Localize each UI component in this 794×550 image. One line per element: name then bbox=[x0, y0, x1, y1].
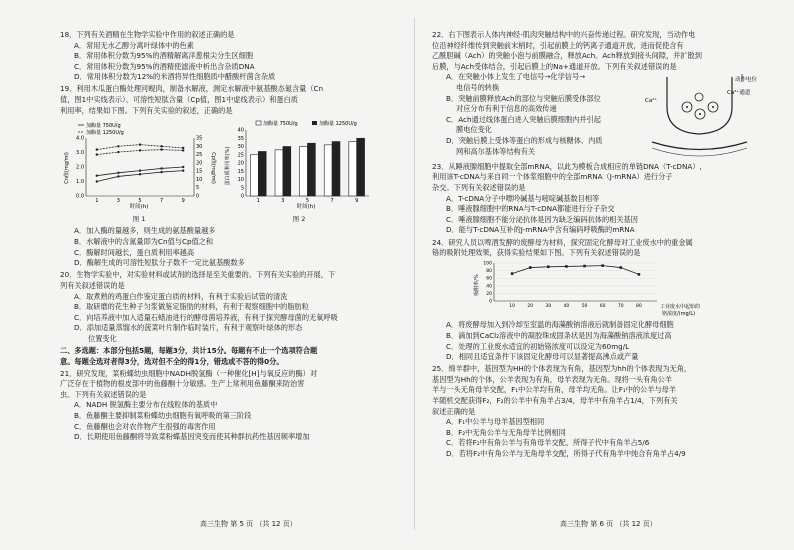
option: D．相同且适宜条件下该固定化酵母可以显著提高沸点或产量 bbox=[446, 352, 639, 362]
option: B．突触前膜释放Ach的部位与突触后膜受体部位 bbox=[446, 93, 601, 103]
data-point bbox=[117, 151, 119, 153]
section-title: 二、多选题：本部分包括5题，每题3分，共计15分。每题有不止一个选项符合题 bbox=[60, 345, 318, 355]
question-stem: 后膜，与Ach受体结合，引起后膜上的Na+通道开放。下列有关叙述错误的是 bbox=[432, 61, 677, 71]
synapse-diagram bbox=[637, 72, 762, 160]
y2-tick-label: 5 bbox=[196, 185, 200, 192]
option: C．唾液腺细胞不能分泌抗体是因为缺乏编码抗体的相关基因 bbox=[446, 214, 638, 224]
question-25 bbox=[432, 364, 764, 459]
question-stem: 杂交。下列有关叙述错误的是 bbox=[432, 183, 526, 193]
question-stem: 羊随机交配获得F₂，F₂的公羊中有角羊占3/4，母羊中有角羊占1/4，下列有关 bbox=[432, 395, 678, 405]
option: D．若将F₂中有角公羊与无角母羊交配，所得子代有角羊中纯合有角羊占4/9 bbox=[446, 448, 686, 458]
y-tick-label: 2.0 bbox=[76, 164, 84, 171]
x-axis-label: 时间(h) bbox=[129, 204, 149, 211]
diagram-label: Ca²⁺通道 bbox=[727, 90, 751, 97]
y-tick-label: 15 bbox=[237, 169, 244, 175]
option: B．滴加到CaCl₂溶液中的凝胶珠成固条状是因为海藻酸钠溶液浓度过高 bbox=[446, 330, 672, 340]
legend-label: 加酶量 1250U/g bbox=[86, 130, 124, 137]
question-stem: 22．右下图表示人体内神经-肌肉突触结构中的兴奋传递过程。研究发现，当动作电 bbox=[432, 30, 696, 39]
y-axis-label: Cn值(mg/ml) bbox=[64, 152, 70, 185]
data-point bbox=[117, 172, 119, 174]
question-stem: 虫。下列有关叙述错误的是 bbox=[60, 389, 147, 399]
y-tick-label: 25 bbox=[237, 152, 244, 159]
question-23 bbox=[432, 162, 764, 236]
bar bbox=[250, 155, 258, 196]
y-tick-label: 0.0 bbox=[76, 193, 84, 200]
option: D．突触后膜上受体等蛋白的形成与核糖体、内质 bbox=[446, 135, 603, 145]
question-stem: 19．利用木瓜蛋白酶处理河蚬肉，制备水解液，测定水解液中氨基酸态氮含量（Cn bbox=[60, 84, 324, 94]
bar bbox=[357, 139, 365, 197]
y-tick-label: 60 bbox=[486, 276, 492, 282]
data-point bbox=[139, 149, 141, 151]
option: B．水解液中的含氮量即为Cn值与Cp值之和 bbox=[74, 237, 214, 247]
data-point bbox=[511, 272, 514, 275]
question-stem: 铬的吸附处理效果，获得实验结果如下图。下列有关叙述错误的是 bbox=[432, 248, 641, 258]
question-stem: 羊与一头无角母羊交配，F₁中公羊均有角，母羊均无角。让F₁中的公羊与母羊 bbox=[432, 385, 677, 395]
postsynaptic-membrane bbox=[652, 142, 747, 150]
x-tick-label: 3 bbox=[116, 198, 120, 205]
page-divider bbox=[414, 18, 415, 530]
question-stem: 值，图1中实线表示）、可溶性短肽含量（Cp值，图1中虚线表示）和蛋白质 bbox=[60, 95, 298, 105]
x-tick-label: 20 bbox=[527, 303, 534, 309]
data-point bbox=[139, 170, 141, 172]
bar bbox=[258, 152, 266, 197]
x-tick-label: 60 bbox=[599, 303, 606, 309]
data-point bbox=[160, 168, 162, 170]
option-continuation: 对应分布有利于信息的高效传递 bbox=[456, 104, 557, 114]
figure-1 bbox=[64, 118, 214, 224]
page-footer: 高三生物 第 5 页 （共 12 页） bbox=[200, 520, 297, 528]
bar bbox=[283, 147, 291, 197]
question-stem: 24．研究人员以啤酒发酵的废酵母为材料，探究固定化酵母对工业废水中的重金属 bbox=[432, 237, 693, 247]
option: B．常用体积分数为95%的酒精解离洋葱根尖分生区细胞 bbox=[74, 51, 254, 61]
option: C．处理的工业废水适宜的初始铬浓度可以设定为60mg/L bbox=[446, 341, 630, 351]
option: B．唾液腺细胞中的RNA与T-cDNA都能进行分子杂交 bbox=[446, 204, 615, 214]
bar bbox=[300, 147, 308, 197]
x-tick-label: 1 bbox=[95, 198, 99, 205]
left-page bbox=[60, 30, 400, 444]
option: C．鱼藤酮也会对农作物产生很强的毒害作用 bbox=[74, 421, 216, 431]
y-tick-label: 40 bbox=[237, 127, 244, 134]
y2-tick-label: 30 bbox=[196, 144, 203, 151]
option-continuation: 膜电位变化 bbox=[456, 125, 492, 135]
vesicle-dot bbox=[686, 106, 688, 108]
x-tick-label: 3 bbox=[281, 198, 285, 205]
x-tick-label: 70 bbox=[617, 303, 624, 309]
data-point bbox=[182, 166, 184, 168]
y-tick-label: 40 bbox=[486, 284, 492, 290]
question-24 bbox=[432, 238, 764, 363]
bar bbox=[349, 142, 357, 196]
question-stem: 广泛存在于植物的根皮部中的鱼藤酮十分敏感。生产上常利用鱼藤酮来防治害 bbox=[60, 379, 305, 389]
option: D．酶解生成的可溶性短肽分子数不一定比氨基酸数多 bbox=[74, 258, 245, 268]
option-continuation: 位置变化 bbox=[88, 333, 117, 343]
right-page bbox=[432, 30, 764, 461]
vesicle bbox=[695, 93, 703, 101]
legend-swatch bbox=[312, 121, 317, 125]
x-tick-label: 50 bbox=[581, 303, 588, 309]
data-point bbox=[182, 147, 184, 149]
option: A．T-cDNA分子中嘌呤碱基与嘧啶碱基数目相等 bbox=[446, 193, 600, 203]
legend-label: 加酶量 750U/g bbox=[263, 121, 298, 128]
y-tick-label: 20 bbox=[237, 160, 244, 167]
x-tick-label: 1 bbox=[256, 198, 260, 205]
data-point bbox=[96, 175, 98, 177]
data-point bbox=[638, 273, 641, 276]
bar bbox=[332, 142, 340, 196]
y-tick-label: 1.0 bbox=[76, 179, 84, 186]
data-point bbox=[139, 144, 141, 146]
option: D．添加适量蒸馏水的菠菜叶片制作临时装片，有利于观察叶绿体的形态 bbox=[74, 323, 303, 333]
y2-tick-label: 15 bbox=[196, 168, 203, 175]
option: C．向培养液中加入适量石蜡油进行的酵母菌培养液，有利于探究酵母菌的无氧呼吸 bbox=[74, 312, 338, 322]
question-18 bbox=[60, 30, 400, 83]
y-tick-label: 3.0 bbox=[76, 150, 84, 157]
question-stem: 21．研究发现，菜粉蝶幼虫细胞中NADH脱氢酶（一种催化[H]与氧反应的酶）对 bbox=[60, 368, 318, 378]
question-stem: 23．从睡液腺细胞中提取全部mRNA，以此为模板合成相应的单链DNA（T-cDNA）, bbox=[432, 161, 702, 171]
data-point bbox=[160, 145, 162, 147]
y-tick-label: 0 bbox=[489, 299, 492, 305]
bar bbox=[308, 143, 316, 196]
option: C．若将F₂中有角公羊与有角母羊交配，所得子代中有角羊占5/6 bbox=[446, 438, 650, 448]
question-20 bbox=[60, 270, 400, 344]
question-19 bbox=[60, 84, 400, 268]
bar bbox=[275, 150, 283, 196]
diagram-label: Ca²⁺ bbox=[645, 98, 658, 105]
legend-swatch bbox=[256, 121, 261, 125]
data-point bbox=[601, 264, 604, 267]
y2-tick-label: 0 bbox=[196, 193, 200, 200]
y2-tick-label: 10 bbox=[196, 177, 203, 184]
y-axis-label: 吸附率/% bbox=[474, 274, 480, 296]
question-stem: 20．生物学实验中，对实验材料或试剂的选择是至关重要的。下列有关实验的开展，下 bbox=[60, 270, 336, 280]
vesicle-dot bbox=[712, 106, 714, 108]
figure-2-chart bbox=[224, 118, 374, 210]
data-point bbox=[117, 175, 119, 177]
y-axis-label: 蛋白质利用率(%) bbox=[225, 146, 231, 186]
data-point bbox=[529, 266, 532, 269]
y-tick-label: 30 bbox=[237, 144, 244, 151]
legend-label: 加酶量 750U/g bbox=[86, 123, 121, 130]
y-tick-label: 100 bbox=[483, 261, 492, 267]
section-heading bbox=[60, 346, 400, 367]
question-stem: 位沿神经纤维传到突触前末梢时，引起前膜上的钙离子通道开放，进而促使含有 bbox=[432, 40, 684, 50]
data-point bbox=[139, 173, 141, 175]
option: D．能与T-cDNA互补的J-mRNA中含有编码呼吸酶的mRNA bbox=[446, 225, 635, 235]
data-point bbox=[160, 149, 162, 151]
figure-caption: 图 2 bbox=[292, 214, 306, 223]
question-stem: 利用该T-cDNA与来自同一个体浆细胞中的全部mRNA（J-mRNA）进行分子 bbox=[432, 172, 673, 182]
y2-tick-label: 20 bbox=[196, 160, 203, 167]
q22-options bbox=[432, 72, 637, 160]
question-stem: 叙述正确的是 bbox=[432, 406, 476, 416]
option: B．F₂中无角公羊与无角母羊比例相同 bbox=[446, 427, 566, 437]
question-stem: 利用率，结果如下图。下列有关实验的叙述，正确的是 bbox=[60, 105, 233, 115]
option: A．F₁中公羊与母羊基因型相同 bbox=[446, 417, 545, 427]
question-21 bbox=[60, 369, 400, 443]
x-tick-label: 30 bbox=[545, 303, 552, 309]
data-point bbox=[583, 264, 586, 267]
option-continuation: 网和高尔基体等结构有关 bbox=[456, 146, 536, 156]
option: D．常用体积分数为12%的米酒将异性细胞质中醋酸杆菌含杂质 bbox=[74, 72, 276, 82]
figure-row bbox=[64, 118, 400, 224]
y-tick-label: 80 bbox=[486, 268, 492, 274]
y2-axis-label: Cp值(mg/ml) bbox=[210, 152, 216, 185]
data-point bbox=[96, 154, 98, 156]
question-stem: 乙酰胆碱（Ach）的突触小泡与前膜融合，释放Ach。Ach释放到接头间隙，并扩散到 bbox=[432, 51, 702, 61]
x-tick-label: 10 bbox=[509, 303, 515, 309]
data-point bbox=[96, 181, 98, 183]
question-stem: 基因型为Hh的个体，公羊表现为有角，母羊表现为无角。现将一头有角公羊 bbox=[432, 374, 672, 384]
question-stem: 列有关叙述错误的是 bbox=[60, 280, 125, 290]
x-tick-label: 9 bbox=[181, 198, 185, 205]
bar bbox=[324, 145, 332, 196]
option-continuation: 电信号的转换 bbox=[456, 82, 500, 92]
option: A．取煮熟的鸡蛋白作鉴定蛋白质的材料，有利于实验后试管的清洗 bbox=[74, 291, 288, 301]
option: B．鱼藤酮主要抑制菜粉蝶幼虫细胞有氧呼吸的第三阶段 bbox=[74, 411, 252, 421]
q22-body bbox=[432, 72, 764, 160]
page-footer: 高三生物 第 6 页 （共 12 页） bbox=[560, 520, 657, 528]
data-point bbox=[619, 266, 622, 269]
option: C．Ach通过线体蛋白进入突触后膜细胞内并引起 bbox=[446, 114, 601, 124]
data-point bbox=[182, 149, 184, 151]
option: A．将废酵母加入到冷却至室温的海藻酸钠溶液后就制备固定化酵母细胞 bbox=[446, 320, 674, 330]
adsorption-chart bbox=[472, 259, 712, 317]
data-point bbox=[182, 170, 184, 172]
presynaptic-terminal bbox=[667, 77, 732, 134]
y2-tick-label: 35 bbox=[196, 135, 203, 142]
x-axis-label: 工业废水中起始的 bbox=[660, 303, 701, 310]
data-point bbox=[547, 265, 550, 268]
legend-label: 加酶量 1250U/g bbox=[319, 121, 357, 128]
y2-tick-label: 25 bbox=[196, 152, 203, 159]
x-tick-label: 9 bbox=[355, 198, 359, 205]
x-axis-label: 时间(h) bbox=[296, 204, 316, 211]
x-tick-label: 7 bbox=[330, 198, 334, 205]
diagram-label: 动作电位 bbox=[735, 77, 758, 84]
x-tick-label: 5 bbox=[305, 198, 310, 205]
y-tick-label: 0 bbox=[240, 193, 244, 200]
data-point bbox=[160, 171, 162, 173]
figure-2 bbox=[224, 118, 374, 224]
data-point bbox=[565, 265, 568, 268]
series-line bbox=[97, 171, 183, 182]
data-point bbox=[96, 149, 98, 151]
vesicle-dot bbox=[699, 113, 701, 115]
option: D．长期使用鱼藤酮将导致菜粉蝶基因突变而使其种群抗药性基因频率增加 bbox=[74, 432, 310, 442]
x-tick-label: 80 bbox=[636, 303, 642, 309]
y-tick-label: 20 bbox=[486, 291, 492, 297]
figure-caption: 图 1 bbox=[132, 214, 146, 223]
option: B．取研磨的花生种子匀浆做鉴定脂肪的材料，有利于观察细胞中的脂肪粒 bbox=[74, 302, 309, 312]
data-point bbox=[117, 145, 119, 147]
x-tick-label: 7 bbox=[160, 198, 164, 205]
question-stem: 18．下列有关酒精在生物学实验中作用的叙述正确的是 bbox=[60, 30, 235, 39]
x-tick-label: 40 bbox=[563, 303, 570, 309]
option: C．常用体积分数为95%的酒精使滤液中析出含杂质DNA bbox=[74, 61, 255, 71]
x-tick-label: 5 bbox=[138, 198, 142, 205]
question-22 bbox=[432, 30, 764, 160]
y-tick-label: 5 bbox=[240, 185, 244, 192]
option: A．NADH 脱氢酶主要分布在线粒体的基质中 bbox=[74, 400, 218, 410]
figure-1-chart bbox=[64, 118, 214, 210]
option: A．常用无水乙醇分离叶绿体中的色素 bbox=[74, 40, 194, 50]
option: A．在突触小体上发生了电信号→化学信号→ bbox=[446, 72, 586, 82]
y-tick-label: 4.0 bbox=[76, 135, 84, 142]
question-stem: 25．绵羊群中，基因型为HH的个体表现为有角，基因型为hh的个体表现为无角， bbox=[432, 364, 692, 374]
y-tick-label: 10 bbox=[237, 177, 244, 184]
section-instructions: 意。每题全选对者得3分，选对但不全的得1分，错选或不答的得0分。 bbox=[60, 356, 284, 366]
y-tick-label: 35 bbox=[237, 136, 244, 142]
option: A．加入酶的量越多，则生成的氨基酸量越多 bbox=[74, 226, 216, 236]
option: C．酶解时间越长，蛋白质利用率越高 bbox=[74, 247, 195, 257]
x-axis-label: 铬浓度/(mg/L) bbox=[662, 310, 696, 317]
